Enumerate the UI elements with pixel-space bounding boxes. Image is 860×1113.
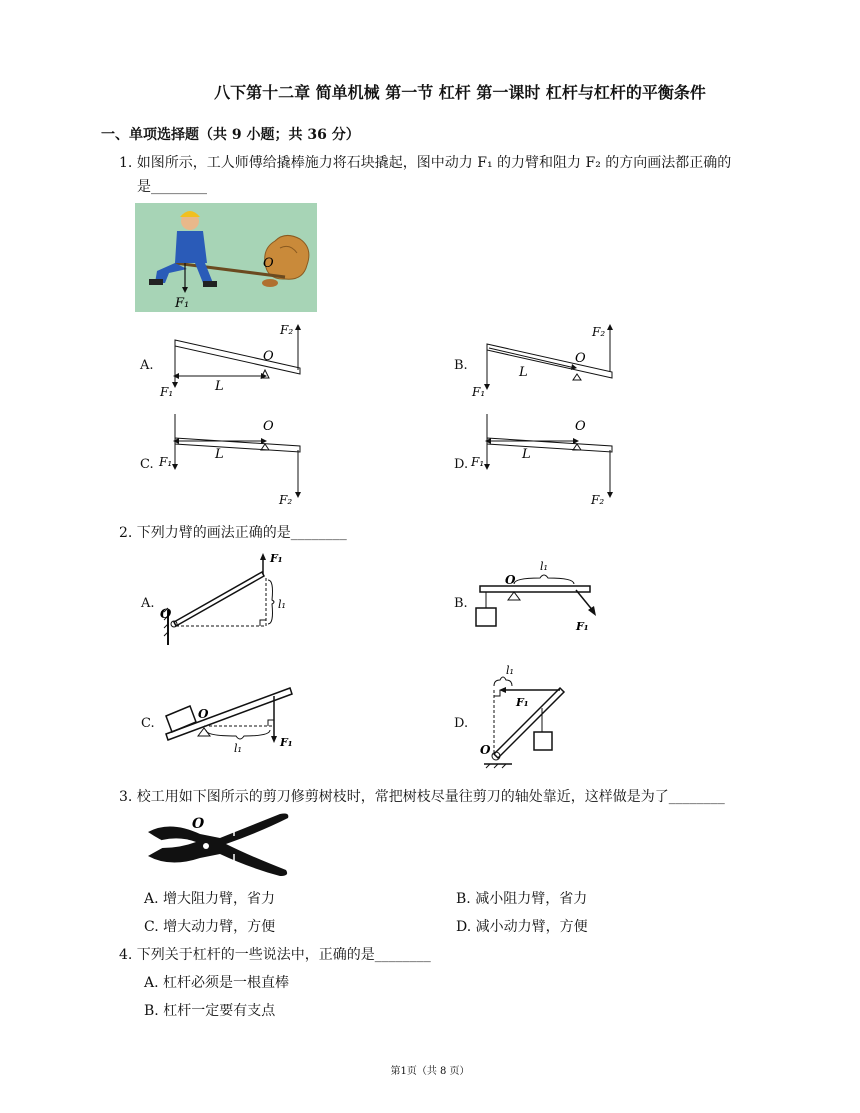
q1-b-f2: F₂ (592, 325, 606, 339)
q2-option-d-label: D. (454, 716, 469, 731)
q3-option-c (144, 916, 275, 936)
q3-option-d-text: 减小动力臂，方便 (475, 919, 588, 935)
q3-option-b-text: 减小阻力臂，省力 (475, 891, 588, 907)
q3-option-a-label: A. (144, 891, 159, 907)
q2-d-pivot: O (480, 743, 491, 757)
page-footer: 第1页（共 8 页） (390, 1066, 470, 1077)
q1-option-b-label: B. (454, 358, 468, 373)
q2-d-force: F₁ (516, 696, 529, 709)
illustration-force-label: F₁ (175, 296, 190, 311)
question-1-line-2: 是________ (137, 179, 207, 195)
q1-d-pivot: O (575, 419, 586, 434)
q1-b-pivot: O (575, 351, 586, 366)
question-4-text: 4. 下列关于杠杆的一些说法中，正确的是________ (119, 947, 431, 963)
q3-option-a (144, 888, 275, 908)
q1-option-c-diagram (155, 408, 315, 508)
q2-option-c-label: C. (141, 716, 155, 731)
q1-a-arm: L (215, 379, 224, 394)
q2-b-arm: l₁ (540, 560, 548, 573)
q2-c-pivot: O (198, 707, 209, 721)
q2-option-a-diagram (160, 550, 300, 650)
q2-b-pivot: O (505, 573, 516, 587)
q2-a-arm: l₁ (278, 598, 286, 611)
q4-option-a-text: 杠杆必须是一根直棒 (163, 975, 290, 991)
pruning-shears-illustration (140, 810, 300, 880)
q3-option-b-label: B. (456, 891, 471, 907)
q1-c-pivot: O (263, 419, 274, 434)
q3-option-c-text: 增大动力臂，方便 (163, 919, 276, 935)
q2-option-a-label: A. (141, 596, 155, 611)
q1-c-f1: F₁ (159, 455, 173, 469)
q1-b-f1: F₁ (472, 385, 486, 398)
q1-d-arm: L (522, 447, 531, 462)
q2-c-force: F₁ (280, 736, 293, 749)
question-3-text: 3. 校工用如下图所示的剪刀修剪树枝时，常把树枝尽量往剪刀的轴处靠近，这样做是为了________ (119, 789, 725, 805)
q1-a-f2: F₂ (280, 323, 294, 337)
q4-option-b-text: 杠杆一定要有支点 (163, 1003, 276, 1019)
q3-option-d-label: D. (456, 919, 472, 935)
q1-option-a-diagram (155, 318, 315, 398)
q2-option-b-diagram (470, 558, 610, 638)
worker-lever-illustration (135, 203, 317, 312)
page-title: 八下第十二章 简单机械 第一节 杠杆 第一课时 杠杆与杠杆的平衡条件 (214, 83, 706, 102)
q2-a-force: F₁ (270, 552, 283, 565)
q1-a-f1: F₁ (160, 385, 174, 398)
q1-option-d-diagram (467, 408, 627, 508)
q1-option-c-label: C. (140, 457, 154, 472)
q2-option-b-label: B. (454, 596, 468, 611)
q3-option-b (456, 888, 587, 908)
q3-option-a-text: 增大阻力臂，省力 (163, 891, 276, 907)
q2-d-arm: l₁ (506, 664, 514, 677)
section-heading: 一、单项选择题（共 9 小题；共 36 分） (101, 127, 360, 143)
q2-a-pivot: O (160, 607, 172, 622)
q1-c-f2: F₂ (279, 493, 293, 507)
illustration-pivot-label: O (263, 256, 274, 271)
q4-option-a-label: A. (144, 975, 159, 991)
q1-d-f2: F₂ (591, 493, 605, 507)
q2-c-arm: l₁ (234, 742, 242, 755)
q3-option-d (456, 916, 588, 936)
question-1-line-1: 1. 如图所示，工人师傅给撬棒施力将石块撬起，图中动力 F₁ 的力臂和阻力 F₂ 的方向画法都正确的 (119, 155, 732, 171)
q2-b-force: F₁ (576, 620, 589, 633)
q2-option-c-diagram (160, 678, 310, 758)
shears-pivot-label: O (192, 816, 205, 832)
q3-option-c-label: C. (144, 919, 159, 935)
q4-option-b (144, 1000, 275, 1020)
q1-c-arm: L (215, 447, 224, 462)
q1-a-pivot: O (263, 349, 274, 364)
q1-b-arm: L (519, 365, 528, 380)
q2-option-d-diagram (472, 664, 592, 774)
q1-option-d-label: D. (454, 457, 469, 472)
question-2-text: 2. 下列力臂的画法正确的是________ (119, 525, 347, 541)
q4-option-a (144, 972, 289, 992)
q1-d-f1: F₁ (471, 455, 485, 469)
q4-option-b-label: B. (144, 1003, 159, 1019)
q1-option-a-label: A. (140, 358, 154, 373)
q1-option-b-diagram (467, 318, 627, 398)
